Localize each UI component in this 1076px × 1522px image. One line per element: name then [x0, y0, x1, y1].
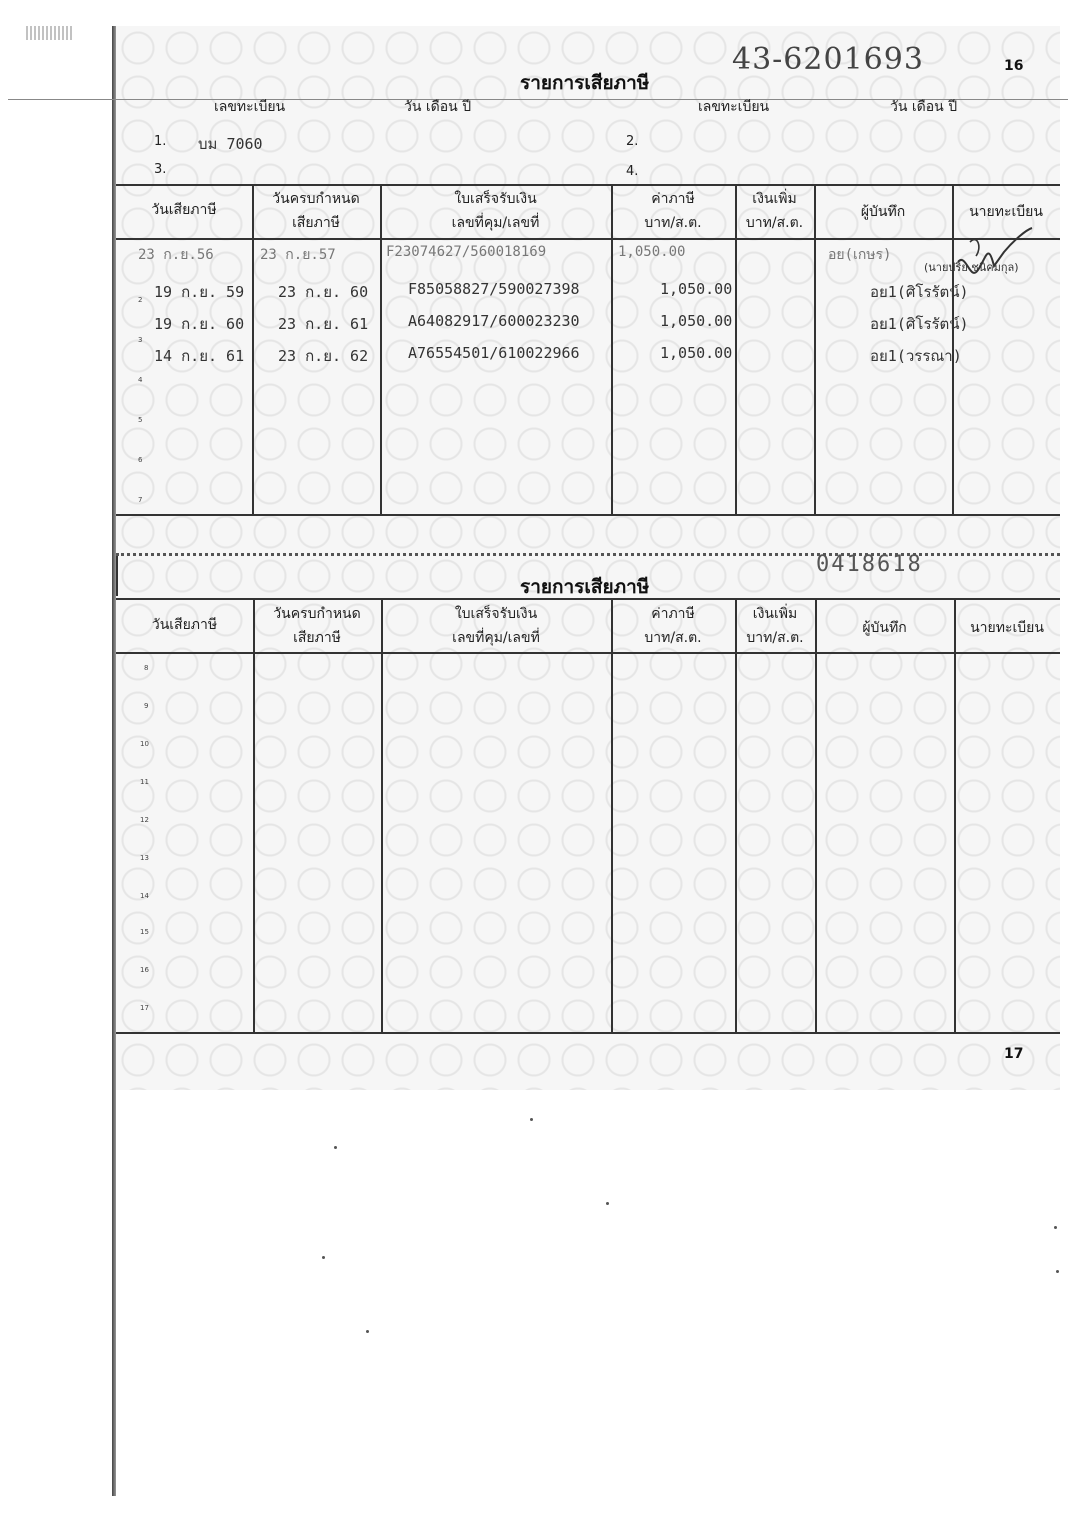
table2-bottom-border: [116, 1032, 1060, 1034]
section2-title: รายการเสียภาษี: [520, 576, 650, 598]
date-label-1: วัน เดือน ปี: [404, 99, 472, 115]
row-number: 7: [138, 496, 143, 504]
row3-pay-date: 19 ก.ย. 60: [154, 315, 245, 333]
table2-col-divider: [611, 598, 613, 1033]
handwritten-book-number: 43-6201693: [732, 42, 924, 77]
table1-bottom-border: [116, 514, 1060, 516]
plate-index-2: 2.: [626, 134, 639, 149]
row4-recorder: อย1(วรรณา): [870, 347, 962, 365]
t1-header-extra-1: เงินเพิ่ม: [752, 191, 797, 207]
row-number: 8: [144, 664, 149, 672]
table2-col-divider: [253, 598, 255, 1033]
t1-header-tax-2: บาท/ส.ต.: [644, 215, 702, 231]
t1-header-due-date-1: วันครบกำหนด: [272, 191, 360, 207]
row2-due-date: 23 ก.ย. 60: [278, 283, 369, 301]
plate-value-1: บม 7060: [198, 135, 263, 153]
row-number: 5: [138, 416, 143, 424]
row-number: 3: [138, 336, 143, 344]
t2-header-tax-2: บาท/ส.ต.: [644, 630, 702, 646]
t1-header-extra-2: บาท/ส.ต.: [745, 215, 804, 231]
plate-index-3: 3.: [154, 162, 167, 177]
table2-col-divider: [954, 598, 956, 1033]
row1-registrar-name: (นายปริย ชนิคมกุล): [924, 261, 1019, 274]
t2-header-due-date-1: วันครบกำหนด: [273, 606, 361, 622]
row-number: 9: [144, 702, 149, 710]
plate-index-4: 4.: [626, 164, 639, 179]
t2-header-due-date-2: เสียภาษี: [293, 630, 341, 646]
barcode-number: 0418618: [816, 552, 923, 577]
table2-top-border: [116, 598, 1060, 600]
scan-speck: [1056, 1270, 1059, 1273]
row1-tax: 1,050.00: [618, 244, 686, 260]
row4-pay-date: 14 ก.ย. 61: [154, 347, 245, 365]
t1-header-pay-date: วันเสียภาษี: [151, 202, 217, 218]
table1-header-border: [116, 238, 1060, 240]
row-number: 2: [138, 296, 143, 304]
row-number: 15: [140, 928, 149, 936]
corner-stamp-mark: [26, 26, 74, 40]
t1-header-receipt-2: เลขที่คุม/เลขที่: [451, 215, 540, 231]
scan-speck: [334, 1146, 337, 1149]
row-number: 14: [140, 892, 149, 900]
table2-header-border: [116, 652, 1060, 654]
scan-speck: [530, 1118, 533, 1121]
row3-recorder: อย1(ศิโรรัตน์): [870, 315, 969, 333]
scan-speck: [322, 1256, 325, 1259]
row2-tax: 1,050.00: [660, 280, 733, 298]
t2-header-recorder: ผู้บันทึก: [862, 620, 907, 636]
tear-edge-mark: [116, 556, 118, 596]
row-number: 11: [140, 778, 149, 786]
section1-title: รายการเสียภาษี: [520, 72, 650, 94]
table1-top-border: [116, 184, 1060, 186]
registrar-signature: [948, 222, 1038, 292]
page-number-top: 16: [1004, 58, 1024, 74]
row3-tax: 1,050.00: [660, 312, 733, 330]
row4-due-date: 23 ก.ย. 62: [278, 347, 369, 365]
row1-receipt: F23074627/560018169: [386, 244, 547, 260]
table2-col-divider: [381, 598, 383, 1033]
row3-due-date: 23 ก.ย. 61: [278, 315, 369, 333]
row-number: 10: [140, 740, 149, 748]
table2-col-divider: [815, 598, 817, 1033]
table2-col-divider: [735, 598, 737, 1033]
t2-header-tax-1: ค่าภาษี: [651, 606, 695, 622]
row1-recorder: อย(เกษร): [828, 247, 892, 263]
row-number: 4: [138, 376, 143, 384]
t1-header-due-date-2: เสียภาษี: [292, 215, 340, 231]
scan-speck: [366, 1330, 369, 1333]
t2-header-receipt-2: เลขที่คุม/เลขที่: [452, 630, 540, 646]
row-number: 6: [138, 456, 143, 464]
t1-header-tax-1: ค่าภาษี: [651, 191, 695, 207]
row3-receipt: A64082917/600023230: [408, 312, 580, 330]
row-number: 12: [140, 816, 149, 824]
row4-receipt: A76554501/610022966: [408, 344, 580, 362]
row1-due-date: 23 ก.ย.57: [260, 247, 336, 263]
table1-col-divider: [814, 184, 816, 515]
date-label-2: วัน เดือน ปี: [890, 99, 958, 115]
plate-index-1: 1.: [154, 134, 167, 149]
row4-tax: 1,050.00: [660, 344, 733, 362]
t2-header-registrar: นายทะเบียน: [970, 620, 1044, 636]
scan-speck: [606, 1202, 609, 1205]
t2-header-extra-1: เงินเพิ่ม: [752, 606, 798, 622]
row-number: 17: [140, 1004, 149, 1012]
t1-header-registrar: นายทะเบียน: [969, 204, 1043, 220]
reg-label-1: เลขทะเบียน: [214, 99, 286, 115]
row2-pay-date: 19 ก.ย. 59: [154, 283, 245, 301]
reg-label-2: เลขทะเบียน: [698, 99, 770, 115]
t2-header-extra-2: บาท/ส.ต.: [746, 630, 804, 646]
row2-recorder: อย1(ศิโรรัตน์): [870, 283, 969, 301]
page-number-bottom: 17: [1004, 1046, 1024, 1062]
t1-header-receipt-1: ใบเสร็จรับเงิน: [454, 191, 537, 207]
t1-header-recorder: ผู้บันทึก: [860, 204, 906, 220]
t2-header-receipt-1: ใบเสร็จรับเงิน: [454, 606, 538, 622]
row2-receipt: F85058827/590027398: [408, 280, 580, 298]
t2-header-pay-date: วันเสียภาษี: [151, 617, 218, 633]
row-number: 13: [140, 854, 149, 862]
scan-speck: [1054, 1226, 1057, 1229]
row-number: 16: [140, 966, 149, 974]
row1-pay-date: 23 ก.ย.56: [138, 247, 214, 263]
